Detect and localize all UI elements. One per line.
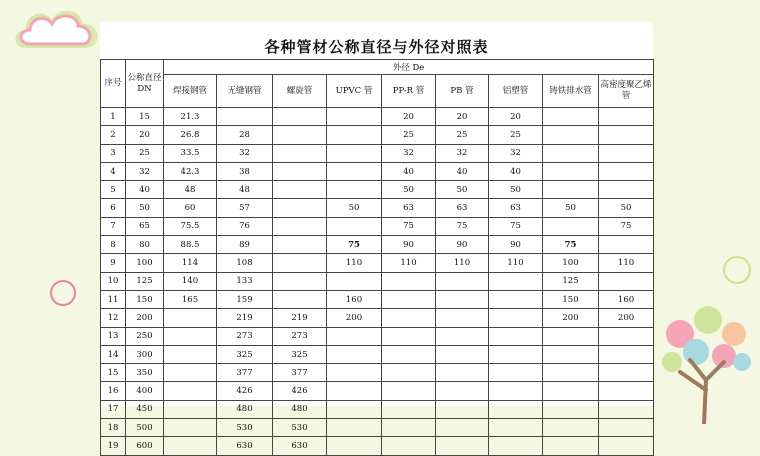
table-cell bbox=[327, 364, 382, 382]
table-cell bbox=[436, 327, 489, 345]
table-cell bbox=[489, 437, 543, 455]
table-cell bbox=[599, 327, 654, 345]
table-cell: 273 bbox=[273, 327, 327, 345]
table-cell bbox=[489, 400, 543, 418]
table-cell bbox=[543, 181, 599, 199]
table-cell: 63 bbox=[436, 199, 489, 217]
table-cell bbox=[489, 345, 543, 363]
table-cell: 100 bbox=[543, 254, 599, 272]
table-cell: 14 bbox=[101, 345, 126, 363]
table-cell: 630 bbox=[273, 437, 327, 455]
table-cell bbox=[543, 327, 599, 345]
table-cell: 63 bbox=[382, 199, 436, 217]
table-cell: 25 bbox=[382, 126, 436, 144]
table-row bbox=[101, 419, 654, 437]
table-cell bbox=[599, 272, 654, 290]
table-cell: 50 bbox=[382, 181, 436, 199]
table-cell: 75 bbox=[543, 236, 599, 254]
table-cell bbox=[327, 272, 382, 290]
table-cell bbox=[382, 400, 436, 418]
table-cell bbox=[327, 400, 382, 418]
table-row bbox=[101, 364, 654, 382]
table-cell: 26.8 bbox=[164, 126, 217, 144]
table-cell: 377 bbox=[217, 364, 273, 382]
table-cell: 165 bbox=[164, 290, 217, 308]
table-cell bbox=[273, 199, 327, 217]
table-cell bbox=[164, 309, 217, 327]
table-cell: 15 bbox=[101, 364, 126, 382]
table-cell bbox=[164, 382, 217, 400]
table-cell: 150 bbox=[543, 290, 599, 308]
table-cell bbox=[164, 400, 217, 418]
table-cell bbox=[382, 327, 436, 345]
table-cell bbox=[543, 400, 599, 418]
table-cell: 7 bbox=[101, 217, 126, 235]
table-cell: 350 bbox=[126, 364, 164, 382]
table-cell: 110 bbox=[489, 254, 543, 272]
header-col: 焊接钢管 bbox=[164, 75, 217, 108]
table-row bbox=[101, 272, 654, 290]
table-cell: 140 bbox=[164, 272, 217, 290]
table-cell: 33.5 bbox=[164, 144, 217, 162]
table-cell bbox=[327, 162, 382, 180]
table-cell bbox=[543, 162, 599, 180]
table-cell: 40 bbox=[126, 181, 164, 199]
green-ring-decoration-icon bbox=[723, 256, 751, 284]
table-cell: 108 bbox=[217, 254, 273, 272]
table-cell: 12 bbox=[101, 309, 126, 327]
table-cell: 3 bbox=[101, 144, 126, 162]
table-cell bbox=[543, 382, 599, 400]
document-sheet bbox=[100, 22, 653, 451]
table-cell: 160 bbox=[327, 290, 382, 308]
header-col: 螺旋管 bbox=[273, 75, 327, 108]
table-cell bbox=[164, 327, 217, 345]
table-cell: 50 bbox=[436, 181, 489, 199]
table-cell bbox=[436, 345, 489, 363]
table-cell bbox=[599, 236, 654, 254]
table-cell bbox=[164, 345, 217, 363]
header-col: UPVC 管 bbox=[327, 75, 382, 108]
table-cell bbox=[273, 254, 327, 272]
header-dn: 公称直径 DN bbox=[126, 60, 164, 108]
table-cell bbox=[327, 144, 382, 162]
table-cell bbox=[543, 144, 599, 162]
table-cell: 20 bbox=[489, 108, 543, 126]
table-cell: 63 bbox=[489, 199, 543, 217]
page-title: 各种管材公称直径与外径对照表 bbox=[264, 38, 489, 56]
table-cell: 75 bbox=[382, 217, 436, 235]
table-cell: 300 bbox=[126, 345, 164, 363]
table-cell: 40 bbox=[489, 162, 543, 180]
table-cell bbox=[599, 126, 654, 144]
table-row bbox=[101, 162, 654, 180]
table-cell bbox=[273, 272, 327, 290]
table-cell: 110 bbox=[599, 254, 654, 272]
table-cell: 76 bbox=[217, 217, 273, 235]
table-cell: 159 bbox=[217, 290, 273, 308]
table-cell bbox=[543, 364, 599, 382]
table-cell bbox=[436, 382, 489, 400]
table-cell bbox=[543, 345, 599, 363]
table-cell bbox=[382, 437, 436, 455]
table-cell: 25 bbox=[436, 126, 489, 144]
table-cell bbox=[273, 290, 327, 308]
table-cell: 100 bbox=[126, 254, 164, 272]
table-cell bbox=[327, 327, 382, 345]
table-cell: 38 bbox=[217, 162, 273, 180]
table-cell: 8 bbox=[101, 236, 126, 254]
table-cell: 32 bbox=[436, 144, 489, 162]
table-cell: 90 bbox=[489, 236, 543, 254]
table-cell: 15 bbox=[126, 108, 164, 126]
table-row bbox=[101, 236, 654, 254]
table-cell bbox=[543, 437, 599, 455]
table-cell: 50 bbox=[599, 199, 654, 217]
table-cell bbox=[599, 437, 654, 455]
table-cell bbox=[327, 181, 382, 199]
table-cell bbox=[436, 290, 489, 308]
header-col: PB 管 bbox=[436, 75, 489, 108]
table-cell: 48 bbox=[164, 181, 217, 199]
table-cell: 219 bbox=[273, 309, 327, 327]
table-cell bbox=[382, 290, 436, 308]
table-row bbox=[101, 327, 654, 345]
tree-decoration-icon bbox=[650, 290, 760, 424]
table-cell bbox=[543, 419, 599, 437]
table-cell: 426 bbox=[273, 382, 327, 400]
table-row bbox=[101, 199, 654, 217]
table-cell: 426 bbox=[217, 382, 273, 400]
table-cell: 16 bbox=[101, 382, 126, 400]
table-cell: 17 bbox=[101, 400, 126, 418]
table-cell: 200 bbox=[543, 309, 599, 327]
header-seq: 序号 bbox=[101, 60, 126, 108]
table-cell: 630 bbox=[217, 437, 273, 455]
table-cell: 377 bbox=[273, 364, 327, 382]
table-cell: 50 bbox=[489, 181, 543, 199]
table-cell: 219 bbox=[217, 309, 273, 327]
table-cell bbox=[543, 126, 599, 144]
table-cell bbox=[273, 126, 327, 144]
table-cell: 42.3 bbox=[164, 162, 217, 180]
table-cell bbox=[599, 419, 654, 437]
table-cell bbox=[599, 400, 654, 418]
table-row bbox=[101, 345, 654, 363]
table-cell: 90 bbox=[436, 236, 489, 254]
table-cell: 480 bbox=[273, 400, 327, 418]
table-cell: 25 bbox=[126, 144, 164, 162]
table-row bbox=[101, 309, 654, 327]
table-cell bbox=[489, 419, 543, 437]
table-cell bbox=[599, 181, 654, 199]
table-cell bbox=[327, 345, 382, 363]
header-col: PP-R 管 bbox=[382, 75, 436, 108]
table-cell: 200 bbox=[126, 309, 164, 327]
pipe-diameter-table bbox=[100, 59, 654, 456]
table-cell: 13 bbox=[101, 327, 126, 345]
table-cell: 88.5 bbox=[164, 236, 217, 254]
header-col: 铝塑管 bbox=[489, 75, 543, 108]
table-cell bbox=[489, 309, 543, 327]
table-cell: 32 bbox=[382, 144, 436, 162]
table-cell bbox=[327, 382, 382, 400]
table-cell: 450 bbox=[126, 400, 164, 418]
table-cell: 25 bbox=[489, 126, 543, 144]
table-cell bbox=[543, 108, 599, 126]
table-cell bbox=[489, 290, 543, 308]
table-row bbox=[101, 254, 654, 272]
table-cell bbox=[327, 108, 382, 126]
table-cell bbox=[164, 364, 217, 382]
table-cell: 4 bbox=[101, 162, 126, 180]
table-cell: 200 bbox=[327, 309, 382, 327]
table-cell: 60 bbox=[164, 199, 217, 217]
table-cell: 600 bbox=[126, 437, 164, 455]
table-cell bbox=[164, 419, 217, 437]
table-cell: 500 bbox=[126, 419, 164, 437]
table-cell: 48 bbox=[217, 181, 273, 199]
table-cell: 75 bbox=[489, 217, 543, 235]
table-cell: 89 bbox=[217, 236, 273, 254]
table-cell bbox=[273, 144, 327, 162]
table-row bbox=[101, 108, 654, 126]
table-row bbox=[101, 437, 654, 455]
table-cell: 10 bbox=[101, 272, 126, 290]
table-cell bbox=[382, 364, 436, 382]
table-cell: 18 bbox=[101, 419, 126, 437]
table-cell bbox=[273, 181, 327, 199]
table-cell: 40 bbox=[436, 162, 489, 180]
table-cell bbox=[436, 419, 489, 437]
table-cell bbox=[327, 419, 382, 437]
table-cell bbox=[327, 437, 382, 455]
table-cell: 150 bbox=[126, 290, 164, 308]
table-cell: 20 bbox=[436, 108, 489, 126]
table-cell: 90 bbox=[382, 236, 436, 254]
table-row bbox=[101, 144, 654, 162]
table-cell bbox=[436, 400, 489, 418]
table-cell bbox=[436, 364, 489, 382]
table-cell bbox=[599, 364, 654, 382]
table-cell: 6 bbox=[101, 199, 126, 217]
table-cell bbox=[436, 309, 489, 327]
table-cell: 325 bbox=[217, 345, 273, 363]
table-cell bbox=[382, 382, 436, 400]
table-cell bbox=[273, 162, 327, 180]
table-cell: 32 bbox=[217, 144, 273, 162]
table-cell bbox=[382, 345, 436, 363]
table-cell: 75.5 bbox=[164, 217, 217, 235]
table-cell: 50 bbox=[543, 199, 599, 217]
table-cell: 5 bbox=[101, 181, 126, 199]
table-cell: 20 bbox=[126, 126, 164, 144]
table-cell bbox=[273, 236, 327, 254]
table-cell: 325 bbox=[273, 345, 327, 363]
table-cell: 110 bbox=[382, 254, 436, 272]
table-cell: 32 bbox=[489, 144, 543, 162]
table-cell: 110 bbox=[327, 254, 382, 272]
table-cell bbox=[327, 217, 382, 235]
table-cell: 114 bbox=[164, 254, 217, 272]
table-cell bbox=[382, 309, 436, 327]
table-cell: 40 bbox=[382, 162, 436, 180]
table-cell bbox=[217, 108, 273, 126]
table-cell: 57 bbox=[217, 199, 273, 217]
table-cell: 133 bbox=[217, 272, 273, 290]
table-cell bbox=[599, 382, 654, 400]
table-cell: 75 bbox=[436, 217, 489, 235]
table-cell: 32 bbox=[126, 162, 164, 180]
header-col: 铸铁排水管 bbox=[543, 75, 599, 108]
table-cell: 28 bbox=[217, 126, 273, 144]
table-cell bbox=[382, 272, 436, 290]
table-cell: 530 bbox=[273, 419, 327, 437]
table-cell bbox=[543, 217, 599, 235]
table-cell: 125 bbox=[126, 272, 164, 290]
red-ring-decoration-icon bbox=[50, 280, 76, 306]
table-cell: 125 bbox=[543, 272, 599, 290]
table-cell: 19 bbox=[101, 437, 126, 455]
table-cell: 21.3 bbox=[164, 108, 217, 126]
table-row bbox=[101, 400, 654, 418]
table-cell: 530 bbox=[217, 419, 273, 437]
table-body bbox=[101, 108, 654, 456]
table-cell bbox=[489, 364, 543, 382]
table-row bbox=[101, 290, 654, 308]
cloud-decoration-icon bbox=[8, 2, 108, 62]
table-cell: 160 bbox=[599, 290, 654, 308]
table-cell bbox=[327, 126, 382, 144]
table-cell bbox=[489, 382, 543, 400]
table-cell bbox=[599, 345, 654, 363]
table-cell: 250 bbox=[126, 327, 164, 345]
table-cell: 50 bbox=[126, 199, 164, 217]
table-cell: 75 bbox=[599, 217, 654, 235]
table-cell: 11 bbox=[101, 290, 126, 308]
table-cell bbox=[599, 108, 654, 126]
table-cell: 50 bbox=[327, 199, 382, 217]
header-col: 高密度聚乙烯管 bbox=[599, 75, 654, 108]
table-cell bbox=[164, 437, 217, 455]
table-row bbox=[101, 217, 654, 235]
table-cell: 20 bbox=[382, 108, 436, 126]
header-col: 无缝钢管 bbox=[217, 75, 273, 108]
header-outer-diameter: 外径 De bbox=[164, 60, 654, 75]
table-cell bbox=[436, 272, 489, 290]
table-cell: 480 bbox=[217, 400, 273, 418]
table-cell: 75 bbox=[327, 236, 382, 254]
table-row bbox=[101, 126, 654, 144]
table-cell bbox=[273, 217, 327, 235]
table-cell bbox=[599, 144, 654, 162]
table-cell bbox=[489, 272, 543, 290]
table-cell: 400 bbox=[126, 382, 164, 400]
table-cell bbox=[273, 108, 327, 126]
table-cell bbox=[436, 437, 489, 455]
table-row bbox=[101, 181, 654, 199]
table-cell bbox=[489, 327, 543, 345]
table-cell bbox=[382, 419, 436, 437]
table-row bbox=[101, 382, 654, 400]
table-cell: 80 bbox=[126, 236, 164, 254]
table-cell bbox=[599, 162, 654, 180]
table-cell: 200 bbox=[599, 309, 654, 327]
table-cell: 2 bbox=[101, 126, 126, 144]
table-cell: 9 bbox=[101, 254, 126, 272]
table-cell: 110 bbox=[436, 254, 489, 272]
table-cell: 65 bbox=[126, 217, 164, 235]
table-cell: 273 bbox=[217, 327, 273, 345]
table-cell: 1 bbox=[101, 108, 126, 126]
